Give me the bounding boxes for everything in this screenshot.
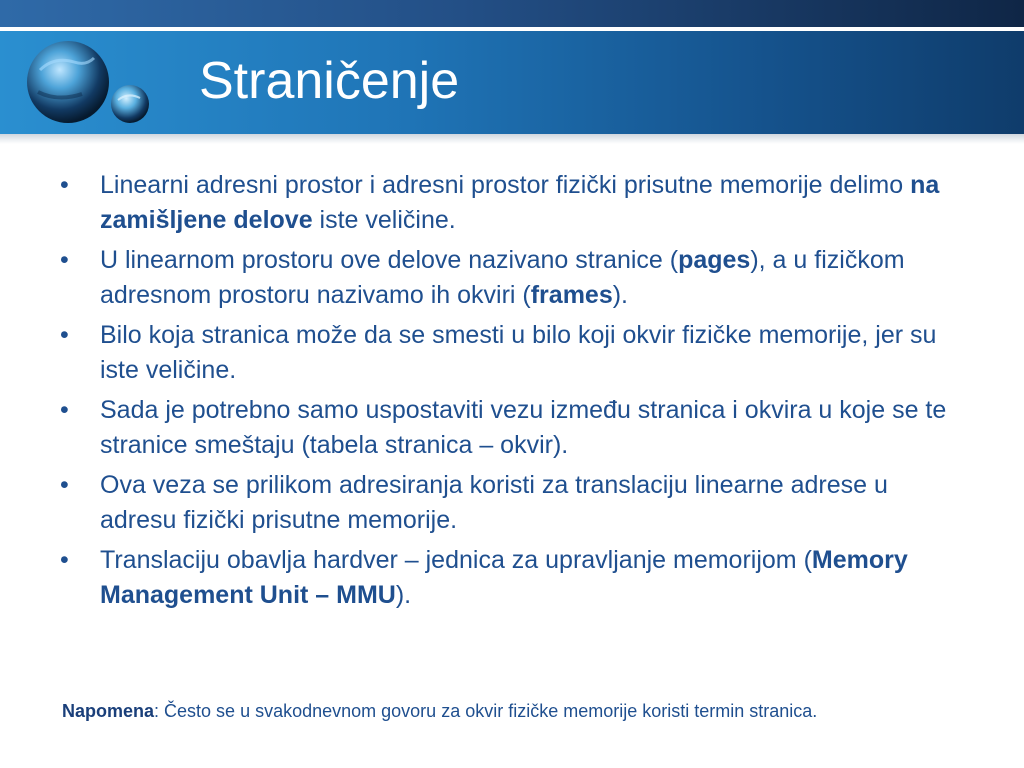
bullet-dot: •: [60, 246, 69, 274]
bullet-text: Sada je potrebno samo uspostaviti vezu između stranica i okvira u koje se te stranice smeštaju (tabela stranica – okvir).: [100, 396, 947, 459]
bullet-text: Translaciju obavlja hardver – jednica za upravljanje memorijom (: [100, 546, 812, 574]
footnote: [62, 699, 817, 723]
bullet-list: [60, 168, 950, 618]
bullet-bold-text: na zamišljene delove: [100, 171, 940, 234]
bullet-item: [60, 243, 950, 312]
bullet-dot: •: [60, 546, 69, 574]
bullet-text: U linearnom prostoru ove delove nazivano stranice (: [100, 246, 679, 274]
bullet-dot: •: [60, 396, 69, 424]
bullet-item: [60, 318, 950, 387]
bullet-item: [60, 393, 950, 462]
bullet-text: Bilo koja stranica može da se smesti u bilo koji okvir fizičke memorije, jer su iste veličine.: [100, 321, 937, 384]
slide-title: Straničenje: [199, 52, 460, 110]
bullet-text: ), a u fizičkom adresnom prostoru nazivamo ih okviri (: [100, 246, 905, 309]
bullet-text: ).: [612, 280, 629, 309]
bullet-dot: •: [60, 171, 69, 199]
bullet-text: Linearni adresni prostor i adresni prostor fizički prisutne memorije delimo: [100, 171, 911, 199]
bullet-item: [60, 468, 950, 537]
footnote-text: : Često se u svakodnevnom govoru za okvir fizičke memorije koristi termin stranica.: [154, 701, 818, 721]
bullet-bold-text: Memory Management Unit – MMU: [100, 546, 908, 609]
bullet-dot: •: [60, 321, 69, 349]
footnote-label: Napomena: [62, 701, 155, 721]
bullet-bold-text: frames: [530, 280, 613, 309]
bullet-text: Ova veza se prilikom adresiranja koristi za translaciju linearne adrese u adresu fizički prisutne memorije.: [100, 471, 888, 534]
globe-logo-icon: [0, 0, 170, 140]
bullet-bold-text: pages: [678, 246, 751, 274]
bullet-text: iste veličine.: [312, 205, 456, 234]
bullet-dot: •: [60, 471, 69, 499]
bullet-item: [60, 543, 950, 612]
bullet-item: [60, 168, 950, 237]
bullet-text: ).: [395, 580, 412, 609]
